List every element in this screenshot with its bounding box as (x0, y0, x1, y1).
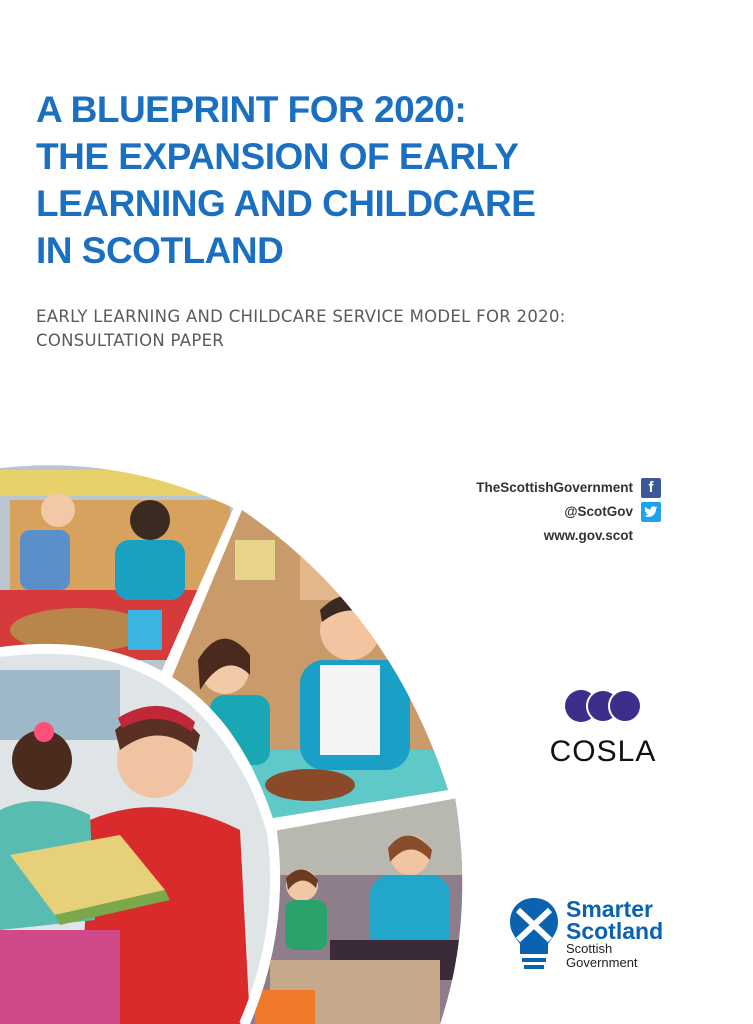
document-subtitle (36, 305, 696, 353)
social-links (476, 476, 661, 548)
facebook-icon[interactable]: f (641, 478, 661, 498)
smarter-scotland-logo (508, 896, 708, 976)
cosla-logo (538, 688, 668, 769)
title-line-2: THE EXPANSION OF EARLY (36, 136, 519, 177)
title-line-1: A BLUEPRINT FOR 2020: (36, 89, 467, 130)
twitter-handle[interactable]: @ScotGov (564, 504, 633, 519)
smarter-line-2: Scotland (566, 918, 664, 944)
saltire-lightbulb-icon (508, 896, 560, 972)
cosla-wordmark: COSLA (549, 735, 657, 768)
document-title (36, 86, 656, 274)
smarter-line-1: Smarter (566, 896, 653, 922)
photo-collage (0, 460, 500, 1024)
smarter-line-4: Government (566, 955, 638, 970)
smarter-scotland-wordmark (566, 898, 663, 970)
subtitle-line-2: CONSULTATION PAPER (36, 331, 225, 350)
website-link[interactable]: www.gov.scot (543, 528, 633, 543)
subtitle-line-1: EARLY LEARNING AND CHILDCARE SERVICE MODEL FOR 2020: (36, 307, 566, 326)
smarter-line-3: Scottish (566, 941, 613, 956)
facebook-handle[interactable]: TheScottishGovernment (476, 480, 633, 495)
twitter-link[interactable] (476, 500, 661, 524)
twitter-icon[interactable] (641, 502, 661, 522)
title-line-4: IN SCOTLAND (36, 230, 284, 271)
title-line-3: LEARNING AND CHILDCARE (36, 183, 536, 224)
cosla-circles-icon (563, 688, 643, 724)
facebook-link[interactable] (476, 476, 661, 500)
